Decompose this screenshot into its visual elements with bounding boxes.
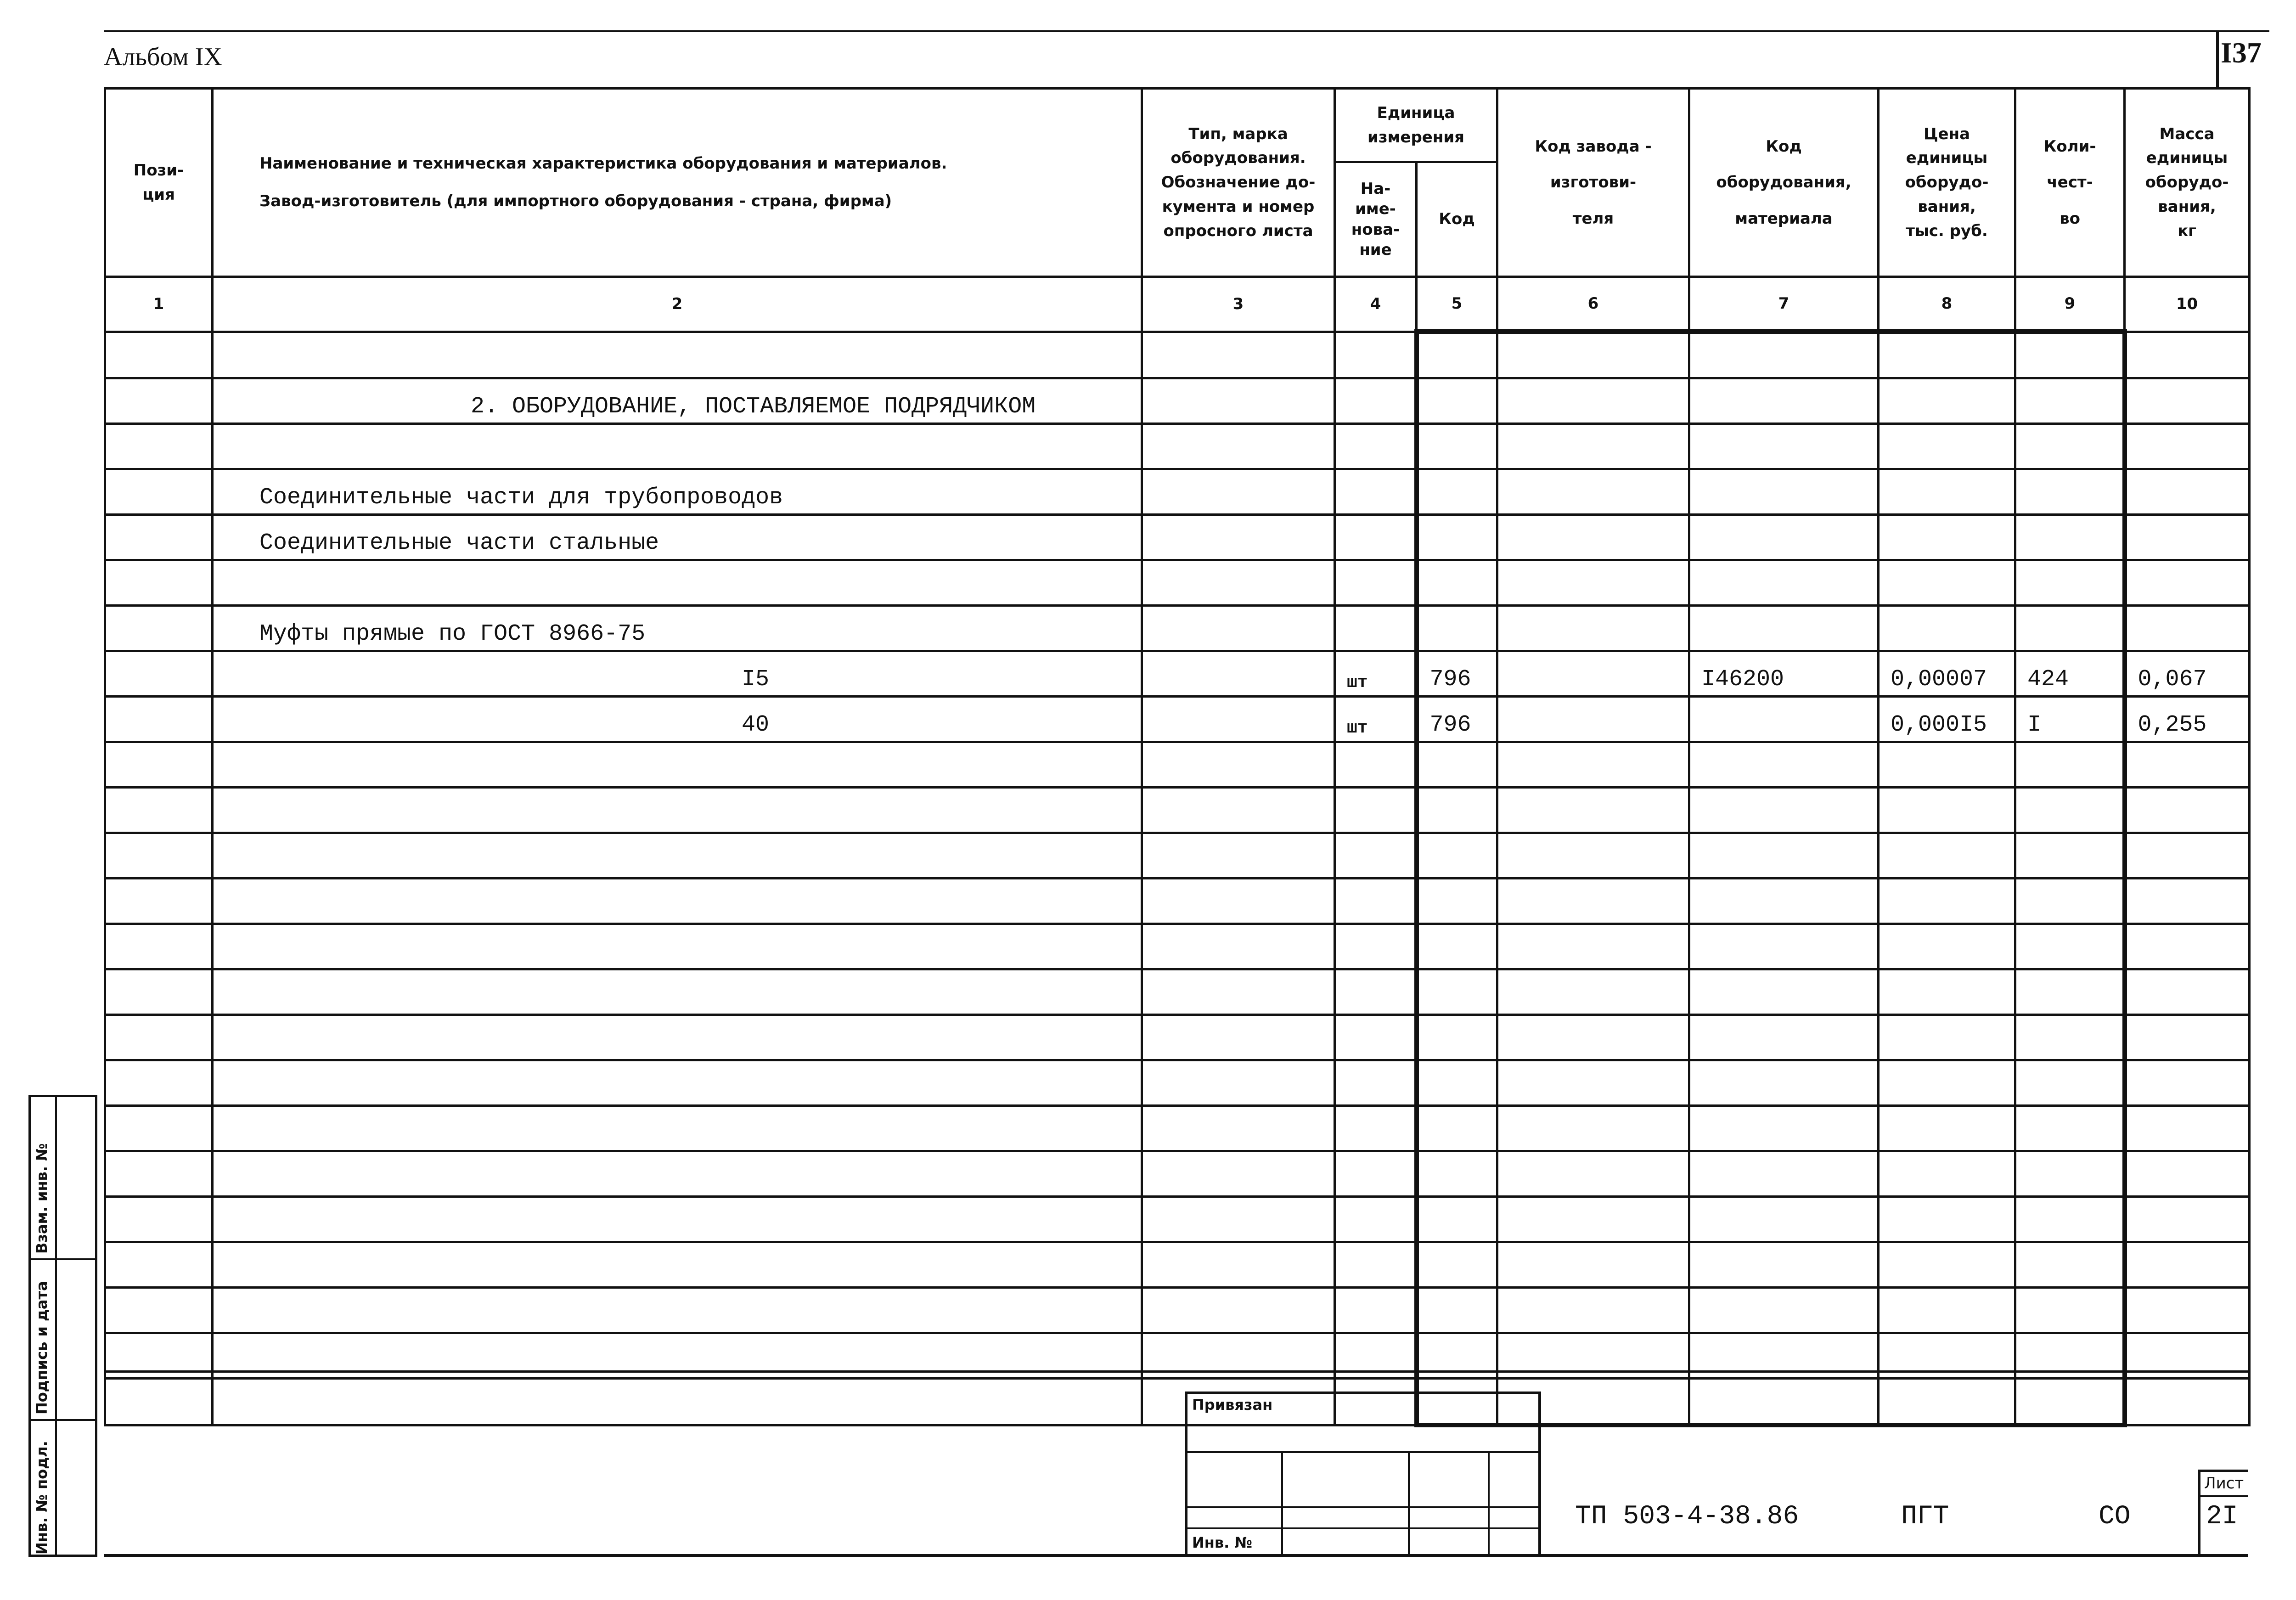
cell-position bbox=[105, 969, 213, 1015]
cell-position bbox=[105, 1242, 213, 1288]
cell-unit-code bbox=[1417, 1197, 1497, 1242]
cell-name: I5 bbox=[213, 651, 1142, 697]
col-header-quantity: Коли- чест- во bbox=[2015, 89, 2125, 277]
cell-unit-name: шт bbox=[1335, 651, 1417, 697]
cell-price bbox=[1879, 424, 2015, 469]
cell-quantity bbox=[2015, 560, 2125, 606]
cell-mass bbox=[2125, 1015, 2250, 1060]
cell-quantity: I bbox=[2015, 697, 2125, 742]
cell-equipment-code bbox=[1689, 879, 1879, 924]
cell-name bbox=[213, 788, 1142, 833]
cell-position bbox=[105, 424, 213, 469]
cell-mass bbox=[2125, 1379, 2250, 1425]
cell-quantity bbox=[2015, 1242, 2125, 1288]
cell-unit-code bbox=[1417, 742, 1497, 788]
cell-position bbox=[105, 1379, 213, 1425]
cell-type bbox=[1142, 924, 1335, 969]
table-row bbox=[105, 651, 2250, 697]
cell-name bbox=[213, 879, 1142, 924]
cell-unit-name bbox=[1335, 879, 1417, 924]
page-number: I37 bbox=[2221, 36, 2262, 69]
cell-unit-code bbox=[1417, 424, 1497, 469]
cell-name bbox=[213, 1106, 1142, 1151]
side-strip-divider bbox=[28, 1258, 97, 1260]
stamp-line bbox=[1281, 1451, 1283, 1557]
cell-type bbox=[1142, 424, 1335, 469]
cell-position bbox=[105, 742, 213, 788]
cell-unit-code bbox=[1417, 788, 1497, 833]
cell-quantity bbox=[2015, 1060, 2125, 1106]
cell-type bbox=[1142, 1060, 1335, 1106]
side-strip-divider bbox=[28, 1419, 97, 1421]
cell-equipment-code: I46200 bbox=[1689, 651, 1879, 697]
cell-unit-code bbox=[1417, 560, 1497, 606]
cell-type bbox=[1142, 1015, 1335, 1060]
cell-price bbox=[1879, 788, 2015, 833]
cell-type bbox=[1142, 378, 1335, 424]
cell-position bbox=[105, 515, 213, 560]
cell-equipment-code bbox=[1689, 788, 1879, 833]
column-number: 3 bbox=[1142, 277, 1335, 332]
cell-quantity bbox=[2015, 515, 2125, 560]
cell-position bbox=[105, 378, 213, 424]
cell-quantity bbox=[2015, 1151, 2125, 1197]
cell-unit-code bbox=[1417, 469, 1497, 515]
cell-unit-code bbox=[1417, 879, 1497, 924]
cell-unit-name bbox=[1335, 378, 1417, 424]
cell-name: 40 bbox=[213, 697, 1142, 742]
cell-mass bbox=[2125, 1242, 2250, 1288]
cell-unit-name bbox=[1335, 606, 1417, 651]
cell-quantity bbox=[2015, 742, 2125, 788]
cell-price bbox=[1879, 1060, 2015, 1106]
cell-price bbox=[1879, 833, 2015, 879]
cell-equipment-code bbox=[1689, 469, 1879, 515]
cell-price bbox=[1879, 515, 2015, 560]
cell-unit-code bbox=[1417, 378, 1497, 424]
cell-type bbox=[1142, 697, 1335, 742]
cell-unit-name bbox=[1335, 924, 1417, 969]
cell-mass bbox=[2125, 788, 2250, 833]
table-row bbox=[105, 378, 2250, 424]
cell-quantity bbox=[2015, 833, 2125, 879]
cell-type bbox=[1142, 1197, 1335, 1242]
cell-mass bbox=[2125, 1288, 2250, 1333]
cell-mass bbox=[2125, 1151, 2250, 1197]
cell-quantity bbox=[2015, 969, 2125, 1015]
cell-equipment-code bbox=[1689, 1379, 1879, 1425]
cell-position bbox=[105, 560, 213, 606]
cell-factory-code bbox=[1497, 1015, 1689, 1060]
cell-name bbox=[213, 560, 1142, 606]
cell-position bbox=[105, 697, 213, 742]
cell-mass bbox=[2125, 1060, 2250, 1106]
col-header-mass: Масса единицы оборудо- вания, кг bbox=[2125, 89, 2250, 277]
cell-unit-name bbox=[1335, 1288, 1417, 1333]
cell-quantity bbox=[2015, 606, 2125, 651]
cell-price bbox=[1879, 1379, 2015, 1425]
cell-mass bbox=[2125, 424, 2250, 469]
cell-equipment-code bbox=[1689, 424, 1879, 469]
sheet-code: СО bbox=[2099, 1502, 2131, 1532]
column-number: 9 bbox=[2015, 277, 2125, 332]
cell-mass bbox=[2125, 742, 2250, 788]
cell-quantity bbox=[2015, 424, 2125, 469]
cell-unit-name bbox=[1335, 833, 1417, 879]
cell-quantity bbox=[2015, 1197, 2125, 1242]
table-row bbox=[105, 1060, 2250, 1106]
table-row bbox=[105, 1197, 2250, 1242]
cell-quantity bbox=[2015, 924, 2125, 969]
column-number: 1 bbox=[105, 277, 213, 332]
table-row bbox=[105, 424, 2250, 469]
cell-equipment-code bbox=[1689, 742, 1879, 788]
cell-unit-name bbox=[1335, 1106, 1417, 1151]
cell-position bbox=[105, 788, 213, 833]
cell-name bbox=[213, 1242, 1142, 1288]
cell-mass: 0,255 bbox=[2125, 697, 2250, 742]
table-row bbox=[105, 697, 2250, 742]
cell-position bbox=[105, 833, 213, 879]
cell-type bbox=[1142, 969, 1335, 1015]
cell-mass bbox=[2125, 1197, 2250, 1242]
cell-position bbox=[105, 1151, 213, 1197]
table-row bbox=[105, 1379, 2250, 1425]
cell-unit-code: 796 bbox=[1417, 651, 1497, 697]
frame-bottom-line bbox=[104, 1554, 2248, 1557]
table-row bbox=[105, 833, 2250, 879]
column-number: 8 bbox=[1879, 277, 2015, 332]
cell-equipment-code bbox=[1689, 697, 1879, 742]
stamp-inventory-label: Инв. № bbox=[1192, 1534, 1252, 1551]
cell-name bbox=[213, 1379, 1142, 1425]
cell-factory-code bbox=[1497, 1106, 1689, 1151]
col-header-position: Пози- ция bbox=[105, 89, 213, 277]
table-row bbox=[105, 788, 2250, 833]
cell-name: Соединительные части для трубопроводов bbox=[213, 469, 1142, 515]
cell-price bbox=[1879, 606, 2015, 651]
cell-mass bbox=[2125, 969, 2250, 1015]
cell-factory-code bbox=[1497, 1288, 1689, 1333]
cell-unit-name: шт bbox=[1335, 697, 1417, 742]
cell-factory-code bbox=[1497, 1242, 1689, 1288]
table-row bbox=[105, 969, 2250, 1015]
cell-quantity bbox=[2015, 378, 2125, 424]
cell-quantity bbox=[2015, 1288, 2125, 1333]
cell-unit-code bbox=[1417, 515, 1497, 560]
sheet-number: 2I bbox=[2206, 1502, 2238, 1532]
cell-name: Муфты прямые по ГОСТ 8966-75 bbox=[213, 606, 1142, 651]
cell-quantity bbox=[2015, 879, 2125, 924]
cell-position bbox=[105, 879, 213, 924]
binding-label: Привязан bbox=[1192, 1396, 1273, 1414]
cell-equipment-code bbox=[1689, 1060, 1879, 1106]
cell-name bbox=[213, 1060, 1142, 1106]
cell-price bbox=[1879, 560, 2015, 606]
cell-name: 2. ОБОРУДОВАНИЕ, ПОСТАВЛЯЕМОЕ ПОДРЯДЧИКОМ bbox=[213, 378, 1142, 424]
cell-type bbox=[1142, 515, 1335, 560]
cell-equipment-code bbox=[1689, 833, 1879, 879]
column-number: 4 bbox=[1335, 277, 1417, 332]
cell-factory-code bbox=[1497, 1197, 1689, 1242]
cell-type bbox=[1142, 879, 1335, 924]
cell-equipment-code bbox=[1689, 1015, 1879, 1060]
cell-factory-code bbox=[1497, 833, 1689, 879]
cell-mass: 0,067 bbox=[2125, 651, 2250, 697]
sheet-number-divider bbox=[2198, 1495, 2248, 1497]
cell-type bbox=[1142, 788, 1335, 833]
cell-price bbox=[1879, 1015, 2015, 1060]
col-header-factory-code: Код завода - изготови- теля bbox=[1497, 89, 1689, 277]
column-number: 2 bbox=[213, 277, 1142, 332]
cell-quantity bbox=[2015, 469, 2125, 515]
cell-equipment-code bbox=[1689, 1242, 1879, 1288]
cell-name bbox=[213, 1197, 1142, 1242]
cell-type bbox=[1142, 1151, 1335, 1197]
title-block-top-line bbox=[104, 1370, 2248, 1373]
cell-factory-code bbox=[1497, 424, 1689, 469]
cell-type bbox=[1142, 833, 1335, 879]
table-row bbox=[105, 515, 2250, 560]
cell-mass bbox=[2125, 332, 2250, 378]
column-number: 10 bbox=[2125, 277, 2250, 332]
cell-factory-code bbox=[1497, 969, 1689, 1015]
table-row bbox=[105, 1106, 2250, 1151]
cell-unit-name bbox=[1335, 1151, 1417, 1197]
cell-position bbox=[105, 606, 213, 651]
document-designation: ТП 503-4-38.86 bbox=[1575, 1502, 1799, 1532]
cell-equipment-code bbox=[1689, 378, 1879, 424]
cell-mass bbox=[2125, 606, 2250, 651]
cell-name bbox=[213, 924, 1142, 969]
cell-position bbox=[105, 1106, 213, 1151]
cell-type bbox=[1142, 651, 1335, 697]
cell-quantity bbox=[2015, 332, 2125, 378]
col-header-name: Наименование и техническая характеристика оборудования и материалов. Завод-изготовитель (для импортного оборудования - страна, фирма) bbox=[213, 89, 1142, 277]
stamp-line bbox=[1488, 1451, 1490, 1557]
cell-unit-name bbox=[1335, 1197, 1417, 1242]
col-header-unit-code: Код bbox=[1417, 162, 1497, 277]
cell-factory-code bbox=[1497, 1151, 1689, 1197]
cell-price bbox=[1879, 969, 2015, 1015]
cell-unit-name bbox=[1335, 515, 1417, 560]
cell-name bbox=[213, 1151, 1142, 1197]
cell-factory-code bbox=[1497, 924, 1689, 969]
table-row bbox=[105, 560, 2250, 606]
cell-factory-code bbox=[1497, 560, 1689, 606]
cell-price: 0,000I5 bbox=[1879, 697, 2015, 742]
document-stage: ПГТ bbox=[1901, 1502, 1949, 1532]
cell-unit-name bbox=[1335, 742, 1417, 788]
cell-unit-code bbox=[1417, 606, 1497, 651]
cell-factory-code bbox=[1497, 697, 1689, 742]
cell-factory-code bbox=[1497, 1060, 1689, 1106]
cell-price bbox=[1879, 469, 2015, 515]
cell-factory-code bbox=[1497, 788, 1689, 833]
specification-table bbox=[104, 87, 2251, 1427]
cell-unit-name bbox=[1335, 1060, 1417, 1106]
cell-position bbox=[105, 651, 213, 697]
col-header-type: Тип, марка оборудования. Обозначение до- кумента и номер опросного листа bbox=[1142, 89, 1335, 277]
cell-factory-code bbox=[1497, 515, 1689, 560]
cell-quantity: 424 bbox=[2015, 651, 2125, 697]
cell-equipment-code bbox=[1689, 924, 1879, 969]
cell-unit-code bbox=[1417, 833, 1497, 879]
cell-quantity bbox=[2015, 1379, 2125, 1425]
cell-unit-name bbox=[1335, 1015, 1417, 1060]
table-row bbox=[105, 924, 2250, 969]
cell-equipment-code bbox=[1689, 560, 1879, 606]
cell-position bbox=[105, 1197, 213, 1242]
cell-mass bbox=[2125, 1106, 2250, 1151]
cell-equipment-code bbox=[1689, 1106, 1879, 1151]
table-row bbox=[105, 332, 2250, 378]
cell-type bbox=[1142, 606, 1335, 651]
cell-equipment-code bbox=[1689, 969, 1879, 1015]
cell-name bbox=[213, 969, 1142, 1015]
cell-unit-code bbox=[1417, 1060, 1497, 1106]
cell-equipment-code bbox=[1689, 606, 1879, 651]
cell-quantity bbox=[2015, 788, 2125, 833]
cell-position bbox=[105, 1060, 213, 1106]
cell-mass bbox=[2125, 879, 2250, 924]
cell-unit-name bbox=[1335, 788, 1417, 833]
cell-price bbox=[1879, 1288, 2015, 1333]
cell-equipment-code bbox=[1689, 1197, 1879, 1242]
cell-quantity bbox=[2015, 1106, 2125, 1151]
album-label: Альбом IX bbox=[104, 43, 222, 71]
table-row bbox=[105, 606, 2250, 651]
cell-unit-code bbox=[1417, 969, 1497, 1015]
cell-unit-code bbox=[1417, 1015, 1497, 1060]
cell-factory-code bbox=[1497, 378, 1689, 424]
cell-position bbox=[105, 332, 213, 378]
cell-mass bbox=[2125, 515, 2250, 560]
cell-unit-code bbox=[1417, 1106, 1497, 1151]
cell-factory-code bbox=[1497, 651, 1689, 697]
side-strip-divider bbox=[55, 1095, 57, 1557]
cell-unit-code bbox=[1417, 332, 1497, 378]
cell-mass bbox=[2125, 469, 2250, 515]
cell-factory-code bbox=[1497, 606, 1689, 651]
cell-equipment-code bbox=[1689, 1288, 1879, 1333]
table-row bbox=[105, 1288, 2250, 1333]
cell-factory-code bbox=[1497, 332, 1689, 378]
cell-unit-code bbox=[1417, 1242, 1497, 1288]
cell-factory-code bbox=[1497, 742, 1689, 788]
cell-price bbox=[1879, 1151, 2015, 1197]
cell-unit-name bbox=[1335, 560, 1417, 606]
cell-name bbox=[213, 1015, 1142, 1060]
table-row bbox=[105, 742, 2250, 788]
cell-mass bbox=[2125, 833, 2250, 879]
side-label-signature-date: Подпись и дата bbox=[33, 1281, 51, 1414]
cell-type bbox=[1142, 469, 1335, 515]
sheet-label: Лист bbox=[2204, 1474, 2244, 1493]
cell-type bbox=[1142, 560, 1335, 606]
cell-unit-code bbox=[1417, 1288, 1497, 1333]
cell-mass bbox=[2125, 378, 2250, 424]
cell-name bbox=[213, 332, 1142, 378]
table-row bbox=[105, 1015, 2250, 1060]
side-label-original-inv: Инв. № подл. bbox=[33, 1441, 51, 1555]
table-row bbox=[105, 469, 2250, 515]
top-border-line bbox=[104, 30, 2269, 32]
cell-equipment-code bbox=[1689, 515, 1879, 560]
cell-name: Соединительные части стальные bbox=[213, 515, 1142, 560]
col-header-price: Цена единицы оборудо- вания, тыс. руб. bbox=[1879, 89, 2015, 277]
col-header-unit-name: На- име- нова- ние bbox=[1335, 162, 1417, 277]
cell-unit-name bbox=[1335, 1242, 1417, 1288]
cell-unit-name bbox=[1335, 332, 1417, 378]
column-number: 7 bbox=[1689, 277, 1879, 332]
cell-price bbox=[1879, 378, 2015, 424]
cell-price bbox=[1879, 742, 2015, 788]
cell-mass bbox=[2125, 924, 2250, 969]
cell-unit-code bbox=[1417, 924, 1497, 969]
table-row bbox=[105, 1151, 2250, 1197]
cell-name bbox=[213, 1288, 1142, 1333]
cell-price bbox=[1879, 879, 2015, 924]
cell-position bbox=[105, 1015, 213, 1060]
stamp-line bbox=[1408, 1451, 1410, 1557]
cell-position bbox=[105, 1288, 213, 1333]
cell-name bbox=[213, 833, 1142, 879]
column-number-row bbox=[105, 277, 2250, 332]
cell-name bbox=[213, 742, 1142, 788]
cell-price bbox=[1879, 332, 2015, 378]
cell-type bbox=[1142, 742, 1335, 788]
cell-unit-name bbox=[1335, 969, 1417, 1015]
cell-equipment-code bbox=[1689, 1151, 1879, 1197]
cell-price bbox=[1879, 924, 2015, 969]
cell-name bbox=[213, 424, 1142, 469]
cell-type bbox=[1142, 1288, 1335, 1333]
col-header-unit-group: Единица измерения bbox=[1335, 89, 1497, 162]
cell-position bbox=[105, 469, 213, 515]
cell-factory-code bbox=[1497, 879, 1689, 924]
side-label-replaced-inv: Взам. инв. № bbox=[33, 1143, 51, 1254]
cell-factory-code bbox=[1497, 469, 1689, 515]
cell-equipment-code bbox=[1689, 332, 1879, 378]
cell-price bbox=[1879, 1242, 2015, 1288]
cell-unit-code: 796 bbox=[1417, 697, 1497, 742]
cell-unit-code bbox=[1417, 1151, 1497, 1197]
cell-unit-name bbox=[1335, 424, 1417, 469]
cell-type bbox=[1142, 332, 1335, 378]
table-row bbox=[105, 1242, 2250, 1288]
cell-type bbox=[1142, 1242, 1335, 1288]
cell-mass bbox=[2125, 560, 2250, 606]
table-row bbox=[105, 879, 2250, 924]
cell-position bbox=[105, 924, 213, 969]
cell-unit-name bbox=[1335, 469, 1417, 515]
cell-type bbox=[1142, 1106, 1335, 1151]
cell-price bbox=[1879, 1197, 2015, 1242]
col-header-equipment-code: Код оборудования, материала bbox=[1689, 89, 1879, 277]
cell-quantity bbox=[2015, 1015, 2125, 1060]
cell-price: 0,00007 bbox=[1879, 651, 2015, 697]
column-number: 5 bbox=[1417, 277, 1497, 332]
cell-price bbox=[1879, 1106, 2015, 1151]
column-number: 6 bbox=[1497, 277, 1689, 332]
